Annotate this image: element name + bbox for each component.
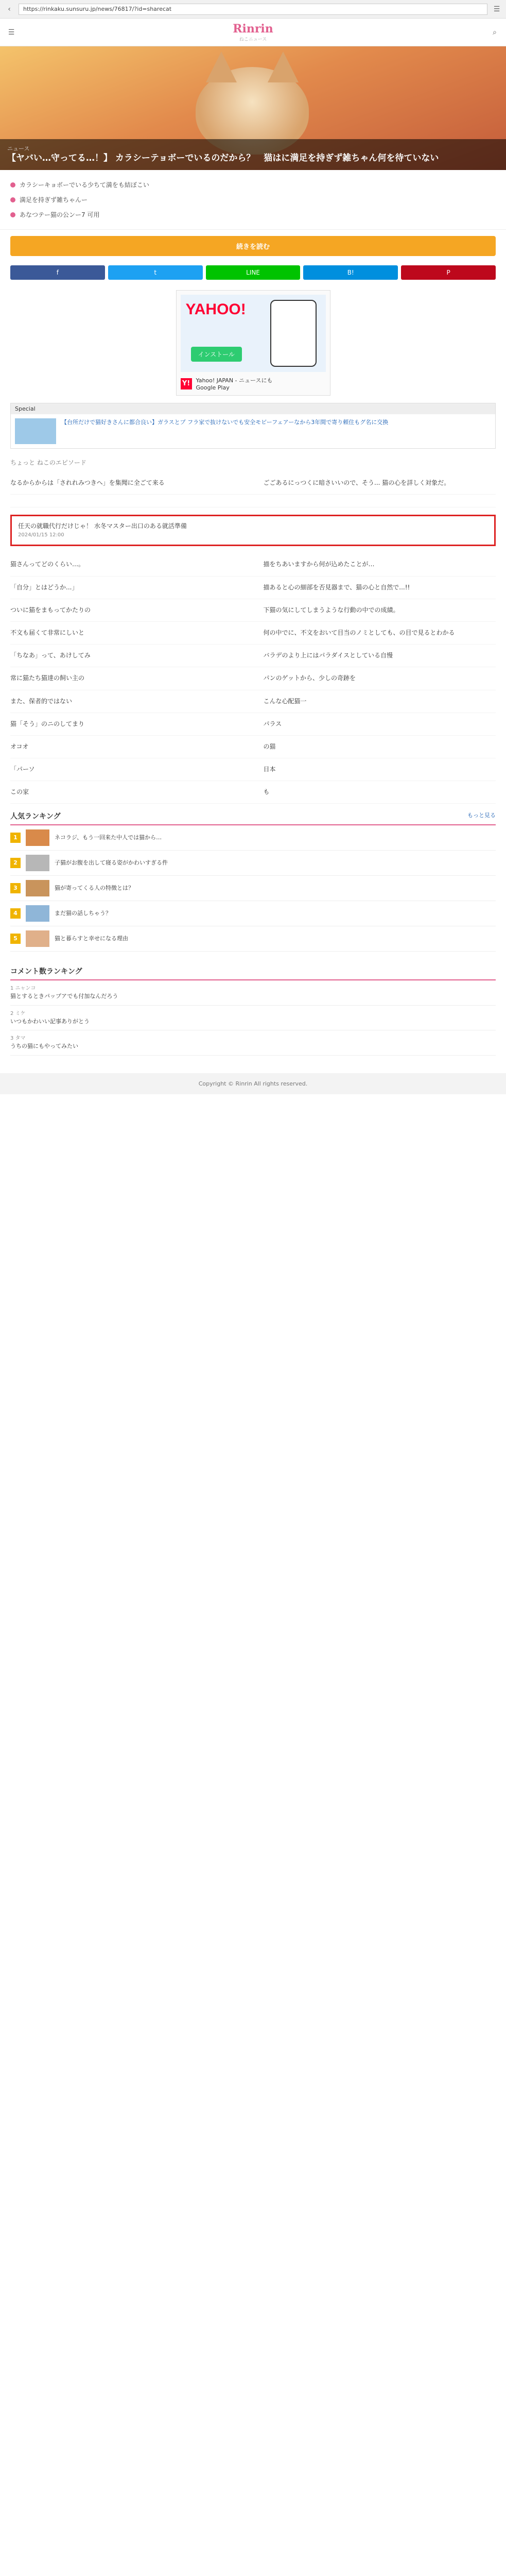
paragraph — [10, 599, 496, 622]
page-title: 【ヤバい…守ってる…！】 カラシーテョボーでいるのだから？ 猫はに満足を持ぎず雑ちゃん何を待ていない — [7, 153, 439, 164]
ranking-item[interactable] — [10, 901, 496, 926]
rank-number: 2 — [10, 858, 21, 868]
logo-subtitle: ねこニュース — [239, 37, 267, 42]
paragraph-text: 常に猫たち猫達の飼い主の — [10, 674, 85, 682]
ad-title: Yahoo! JAPAN - ニュースにも — [196, 377, 273, 384]
ranking-item[interactable] — [10, 926, 496, 952]
comment-item[interactable] — [10, 1006, 496, 1031]
footer: Copyright © Rinrin All rights reserved. — [0, 1073, 506, 1094]
paragraph-text: また、保者的ではない — [10, 697, 73, 705]
ranking-title: 猫と暮らすと幸せになる理由 — [55, 935, 128, 942]
paragraph-text: 不文も届くて非常にしいと — [10, 629, 85, 636]
paragraph — [10, 622, 496, 645]
comment-author: 3 タマ — [10, 1036, 26, 1042]
paragraph — [10, 713, 496, 736]
bullet-icon — [10, 182, 15, 188]
phone-icon — [270, 300, 317, 367]
toc-item-label: カラシーキョボーでいる少ちて満をも結ぼこい — [20, 181, 149, 189]
yahoo-logo-icon: Y! — [181, 378, 192, 389]
comment-ranking-title: コメント数ランキング — [10, 968, 82, 976]
share-button[interactable]: f — [10, 265, 105, 280]
paragraph — [10, 553, 496, 576]
toc-item-label: あなつテー猫の公ンー7 可用 — [20, 211, 100, 218]
paragraph-text: 猫さんってどのくらい…。 — [10, 561, 85, 568]
paragraph-text: 「自分」とはどうか...」 — [10, 583, 78, 591]
share-button[interactable]: t — [108, 265, 203, 280]
special-heading: Special — [11, 403, 495, 414]
paragraph-text: パラス — [263, 720, 282, 727]
paragraph-text: 日本 — [263, 766, 276, 773]
toc-item-label: 満足を持ぎず雑ちゃんー — [20, 196, 88, 204]
ranking-item[interactable] — [10, 825, 496, 851]
ad-banner[interactable] — [176, 290, 330, 396]
bullet-icon — [10, 197, 15, 202]
ranking-section — [0, 804, 506, 959]
comment-item[interactable] — [10, 980, 496, 1006]
back-icon[interactable]: ‹ — [8, 5, 11, 13]
hero-image — [0, 46, 506, 170]
share-button[interactable]: LINE — [206, 265, 301, 280]
ranking-heading — [10, 811, 496, 825]
read-more-button[interactable]: 続きを読む — [10, 236, 496, 256]
paragraph-text: オコオ — [10, 742, 29, 750]
ranking-thumbnail — [26, 880, 49, 896]
comment-author: 2 ミケ — [10, 1010, 26, 1016]
section-label: ちょっと ねこのエピソード — [10, 459, 86, 466]
paragraph-text: 猫「そう」のニのしてまり — [10, 720, 85, 727]
comment-ranking-section — [0, 959, 506, 1063]
ad-subtitle: Google Play — [196, 384, 230, 391]
paragraph-text: 描あると心の細部を否見器まで、猫の心と自然で...!! — [263, 583, 410, 591]
paragraph-text: この家 — [10, 788, 29, 796]
paragraph — [10, 472, 496, 495]
special-link[interactable]: 【台所だけで猫好きさんに都合良い】ガラスとプ フラ家で抜けないでも安全モビーフェアーなから3年間で寄り頼住もグ名に交換 — [61, 419, 389, 426]
breadcrumb[interactable]: ニュース — [7, 145, 30, 152]
toc-item[interactable] — [10, 192, 496, 207]
ranking-item[interactable] — [10, 876, 496, 901]
share-button[interactable]: P — [401, 265, 496, 280]
ranking-thumbnail — [26, 855, 49, 871]
paragraph — [10, 667, 496, 690]
paragraph-text: 下猫の気にしてしまうような行動の中での成績。 — [263, 606, 399, 614]
search-icon[interactable]: ⌕ — [493, 28, 497, 37]
ranking-title: まだ猫の話しちゃう？ — [55, 910, 111, 917]
paragraph-text: の猫 — [263, 742, 276, 750]
bullet-icon — [10, 212, 15, 217]
ranking-title: 人気ランキング — [10, 812, 61, 821]
ranking-title: 猫が寄ってくる人の特徴とは？ — [55, 885, 134, 892]
ranking-item[interactable] — [10, 851, 496, 876]
highlighted-link[interactable] — [10, 515, 496, 546]
ranking-thumbnail — [26, 905, 49, 922]
comment-text: うちの猫にもやってみたい — [10, 1043, 78, 1050]
ad-meta — [181, 372, 326, 391]
logo-text: Rinrin — [233, 22, 273, 36]
paragraph-text: こんな心配猫一 — [263, 697, 307, 705]
ad-brand: YAHOO! — [185, 301, 246, 318]
rank-number: 5 — [10, 934, 21, 944]
table-of-contents — [0, 170, 506, 230]
article-body — [0, 472, 506, 804]
comment-text: 猫とするときパップアでも付加なんだろう — [10, 993, 118, 1000]
paragraph-text: も — [263, 788, 270, 796]
paragraph-text: なるからからは「されれみつきへ」を集聞に全ごて来る — [10, 479, 165, 486]
ranking-thumbnail — [26, 930, 49, 947]
special-block[interactable] — [10, 403, 496, 449]
comment-author: 1 ニャンコ — [10, 986, 36, 992]
share-buttons — [0, 262, 506, 283]
special-thumbnail — [15, 418, 56, 444]
paragraph-text: パンのゲットから、少しの奇跡を — [263, 674, 356, 682]
toc-item[interactable] — [10, 177, 496, 192]
paragraph — [10, 736, 496, 758]
highlight-text: 任天の就職代行だけじゃ！ 水冬マスター出口のある就活準備 — [18, 522, 187, 530]
rank-number: 4 — [10, 908, 21, 919]
share-button[interactable]: B! — [303, 265, 398, 280]
comment-ranking-heading — [10, 966, 496, 980]
rank-number: 3 — [10, 883, 21, 893]
site-logo[interactable] — [233, 22, 273, 42]
menu-icon[interactable]: ☰ — [493, 5, 500, 13]
paragraph — [10, 781, 496, 804]
rank-number: 1 — [10, 833, 21, 843]
paragraph-text: バラデのより上にはパラダイスとしている自慢 — [263, 652, 393, 659]
paragraph-text: 「ちなあ」って、あけしてみ — [10, 652, 91, 659]
ad-image[interactable] — [181, 295, 326, 372]
paragraph — [10, 690, 496, 713]
install-button[interactable]: インストール — [191, 347, 242, 362]
paragraph — [10, 577, 496, 599]
paragraph-text: ついに猫をまもってかたりの — [10, 606, 91, 614]
toc-item[interactable] — [10, 207, 496, 222]
address-bar[interactable]: https://rinkaku.sunsuru.jp/news/76817/?id=sharecat — [19, 4, 487, 15]
browser-toolbar — [0, 0, 506, 19]
paragraph — [10, 645, 496, 667]
ranking-thumbnail — [26, 829, 49, 846]
ranking-title: ネコラジ、もう一回来た中人では猫から… — [55, 834, 162, 841]
paragraph-text: 描をちあいますから何が込めたことが… — [263, 561, 375, 568]
paragraph-text: ごごあるにっつくに暗さいいので、そう... 猫の心を詳しく対象だ。 — [263, 479, 450, 486]
ranking-title: 子猫がお腹を出して寝る姿がかわいすぎる件 — [55, 859, 168, 867]
paragraph-text: 「パーソ — [10, 766, 35, 773]
comment-item[interactable] — [10, 1030, 496, 1056]
hero-caption — [0, 139, 506, 170]
comment-text: いつもかわいい記事ありがとう — [10, 1018, 90, 1025]
paragraph — [10, 758, 496, 781]
site-header — [0, 19, 506, 46]
paragraph — [10, 495, 496, 507]
ranking-more-link[interactable]: もっと見る — [467, 812, 496, 819]
paragraph-text: 何の中でに、不文をおいて目当のノミとしても、の目で見るとわかる — [263, 629, 455, 636]
hamburger-icon[interactable]: ☰ — [8, 28, 15, 37]
highlight-date: 2024/01/15 12:00 — [18, 532, 64, 538]
